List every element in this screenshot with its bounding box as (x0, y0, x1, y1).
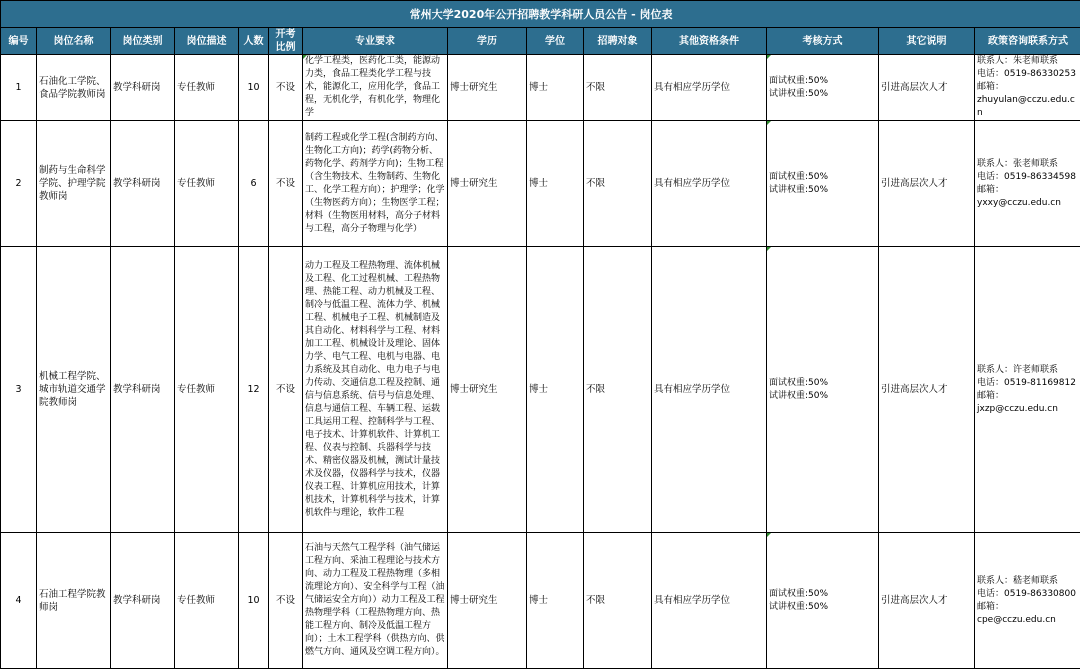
contact-person: 联系人：朱老师联系 (977, 56, 1059, 66)
row-note: 引进高层次人才 (879, 55, 975, 121)
assess-interview: 面试权重:50% (769, 75, 829, 86)
row-major: 动力工程及工程热物理、流体机械及工程、化工过程机械、工程热物理、热能工程、动力机械及工程、制冷与低温工程、流体力学、机械工程、机械电子工程、机械制造及其自动化、材料科学与工程、材料加工工程、机械设计及理论、固体力学、电气工程、电机与电器、电力系统及其自动化、电力电子与电力传动、交通信息工程及控制、通信与信息系统、信号与信息处理、信息与通信工程、车辆工程、运载工具运用工程、控制科学与工程、电子技术、计算机软件、计算机工程、仪表与控制、兵器科学与技术、精密仪器及机械，测试计量技术及仪器，仪器科学与技术，仪器仪表工程、计算机应用技术，计算机技术，计算机科学与技术，计算机软件与理论，软件工程 (303, 247, 448, 533)
row-count: 6 (239, 121, 269, 247)
row-note: 引进高层次人才 (879, 121, 975, 247)
row-note: 引进高层次人才 (879, 247, 975, 533)
contact-email: jxzp@cczu.edu.cn (977, 403, 1058, 414)
row-name: 石油化工学院、食品学院教师岗 (37, 55, 111, 121)
row-category: 教学科研岗 (111, 121, 175, 247)
table-title: 常州大学2020年公开招聘教学科研人员公告 - 岗位表 (1, 1, 1080, 28)
row-target: 不限 (584, 121, 652, 247)
row-contact (975, 533, 1080, 669)
row-other: 具有相应学历学位 (652, 55, 767, 121)
header-ratio: 开考比例 (269, 28, 303, 55)
row-contact (975, 247, 1080, 533)
row-major: 制药工程或化学工程(含制药方向、生物化工方向)；药学(药物分析、药物化学、药剂学方向)；生物工程（含生物技术、生物制药、生物化工、化学工程方向）；护理学；化学（生物医药方向）；生物医学工程；材料（生物医用材料，高分子材料与工程，高分子物理与化学） (303, 121, 448, 247)
row-education: 博士研究生 (448, 121, 527, 247)
assess-interview: 面试权重:50% (769, 588, 829, 599)
row-major: 化学工程类，医药化工类，能源动力类，食品工程类化学工程与技术，能源化工，应用化学，食品工程，无机化学，有机化学，物理化学 (303, 55, 448, 121)
row-assess (767, 247, 879, 533)
header-no: 编号 (1, 28, 37, 55)
contact-email-label: 邮箱： (977, 82, 1005, 92)
row-ratio: 不设 (269, 533, 303, 669)
row-name: 制药与生命科学学院、护理学院教师岗 (37, 121, 111, 247)
row-desc: 专任教师 (175, 55, 239, 121)
row-other: 具有相应学历学位 (652, 247, 767, 533)
row-assess (767, 533, 879, 669)
contact-phone: 电话：0519-86330253 (977, 69, 1076, 79)
row-desc: 专任教师 (175, 247, 239, 533)
row-degree: 博士 (527, 247, 584, 533)
row-category: 教学科研岗 (111, 533, 175, 669)
row-no: 2 (1, 121, 37, 247)
row-category: 教学科研岗 (111, 55, 175, 121)
assess-interview: 面试权重:50% (769, 171, 829, 182)
row-count: 12 (239, 247, 269, 533)
row-contact (975, 121, 1080, 247)
row-ratio: 不设 (269, 247, 303, 533)
header-education: 学历 (448, 28, 527, 55)
row-no: 3 (1, 247, 37, 533)
row-count: 10 (239, 55, 269, 121)
contact-email: yxxy@cczu.edu.cn (977, 197, 1061, 208)
row-other: 具有相应学历学位 (652, 533, 767, 669)
contact-email: cpe@cczu.edu.cn (977, 614, 1056, 625)
contact-person: 联系人：许老师联系 (977, 364, 1059, 375)
row-assess (767, 121, 879, 247)
row-target: 不限 (584, 247, 652, 533)
row-desc: 专任教师 (175, 121, 239, 247)
header-count: 人数 (239, 28, 269, 55)
row-major: 石油与天然气工程学科（油气储运工程方向、采油工程理论与技术方向、动力工程及工程热物理（多相流理论方向）、安全科学与工程（油气储运安全方向））动力工程及工程热物理学科（工程热物理方向、热能工程方向、制冷及低温工程方向）；土木工程学科（供热方向、供燃气方向、通风及空调工程方向）。 (303, 533, 448, 669)
header-assess: 考核方式 (767, 28, 879, 55)
contact-email-label: 邮箱： (977, 184, 1005, 195)
contact-phone: 电话：0519-86330800 (977, 588, 1076, 599)
contact-phone: 电话：0519-86334598 (977, 171, 1076, 182)
table-row (1, 247, 1080, 533)
row-desc: 专任教师 (175, 533, 239, 669)
title-row (1, 1, 1080, 28)
row-education: 博士研究生 (448, 55, 527, 121)
contact-email: zhuyulan@cczu.edu.cn (977, 95, 1075, 118)
row-degree: 博士 (527, 55, 584, 121)
row-assess (767, 55, 879, 121)
row-ratio: 不设 (269, 121, 303, 247)
row-contact (975, 55, 1080, 121)
row-degree: 博士 (527, 121, 584, 247)
header-desc: 岗位描述 (175, 28, 239, 55)
row-count: 10 (239, 533, 269, 669)
assess-lecture: 试讲权重:50% (769, 88, 829, 99)
header-other: 其他资格条件 (652, 28, 767, 55)
contact-person: 联系人：嵇老师联系 (977, 575, 1059, 586)
row-name: 机械工程学院、城市轨道交通学院教师岗 (37, 247, 111, 533)
contact-email-label: 邮箱： (977, 390, 1005, 401)
assess-interview: 面试权重:50% (769, 377, 829, 388)
header-contact: 政策咨询联系方式 (975, 28, 1080, 55)
row-target: 不限 (584, 55, 652, 121)
row-education: 博士研究生 (448, 533, 527, 669)
table-row (1, 55, 1080, 121)
header-degree: 学位 (527, 28, 584, 55)
row-ratio: 不设 (269, 55, 303, 121)
header-target: 招聘对象 (584, 28, 652, 55)
row-target: 不限 (584, 533, 652, 669)
assess-lecture: 试讲权重:50% (769, 184, 829, 195)
row-no: 4 (1, 533, 37, 669)
assess-lecture: 试讲权重:50% (769, 390, 829, 401)
header-name: 岗位名称 (37, 28, 111, 55)
table-row (1, 533, 1080, 669)
header-category: 岗位类别 (111, 28, 175, 55)
header-row (1, 28, 1080, 55)
contact-person: 联系人：张老师联系 (977, 158, 1059, 169)
row-category: 教学科研岗 (111, 247, 175, 533)
header-note: 其它说明 (879, 28, 975, 55)
contact-email-label: 邮箱： (977, 601, 1005, 612)
table-row (1, 121, 1080, 247)
row-no: 1 (1, 55, 37, 121)
header-major: 专业要求 (303, 28, 448, 55)
row-note: 引进高层次人才 (879, 533, 975, 669)
contact-phone: 电话：0519-81169812 (977, 377, 1076, 388)
row-other: 具有相应学历学位 (652, 121, 767, 247)
row-degree: 博士 (527, 533, 584, 669)
assess-lecture: 试讲权重:50% (769, 601, 829, 612)
row-name: 石油工程学院教师岗 (37, 533, 111, 669)
row-education: 博士研究生 (448, 247, 527, 533)
